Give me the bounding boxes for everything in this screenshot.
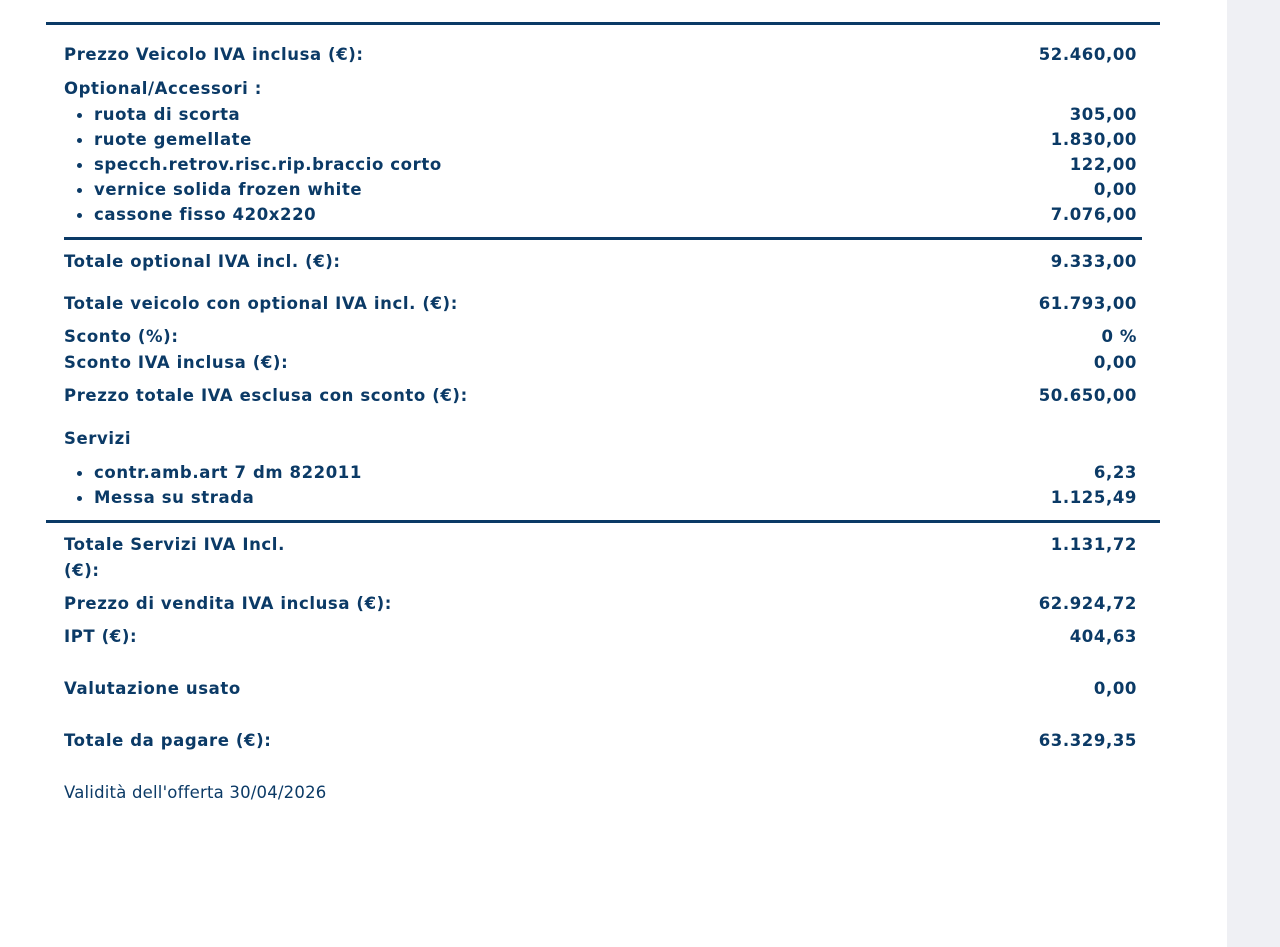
price-summary-document xyxy=(46,0,1160,947)
prezzo-esclusa-value: 50.650,00 xyxy=(1038,386,1137,405)
bullet-icon xyxy=(77,213,82,218)
sconto-iva-value: 0,00 xyxy=(1093,353,1137,372)
bullet-icon xyxy=(77,188,82,193)
right-panel-background xyxy=(1227,0,1280,947)
valutazione-usato-value: 0,00 xyxy=(1093,679,1137,698)
prezzo-vendita-value: 62.924,72 xyxy=(1038,594,1137,613)
optional-item-value: 0,00 xyxy=(1093,180,1137,199)
top-divider xyxy=(46,22,1160,25)
optional-divider xyxy=(64,237,1142,240)
bullet-icon xyxy=(77,163,82,168)
bullet-icon xyxy=(77,471,82,476)
optional-item-value: 122,00 xyxy=(1069,155,1137,174)
optional-item-value: 7.076,00 xyxy=(1050,205,1137,224)
servizi-item-value: 6,23 xyxy=(1093,463,1137,482)
prezzo-vendita-label: Prezzo di vendita IVA inclusa (€): xyxy=(64,594,392,613)
bullet-icon xyxy=(77,138,82,143)
servizi-heading: Servizi xyxy=(64,429,132,448)
ipt-label: IPT (€): xyxy=(64,627,138,646)
totale-servizi-label-line2: (€): xyxy=(64,561,100,580)
optional-heading: Optional/Accessori : xyxy=(64,79,262,98)
optional-item-label: specch.retrov.risc.rip.braccio corto xyxy=(94,155,442,174)
servizi-item-value: 1.125,49 xyxy=(1050,488,1137,507)
totale-pagare-label: Totale da pagare (€): xyxy=(64,731,272,750)
optional-item-label: cassone fisso 420x220 xyxy=(94,205,317,224)
valutazione-usato-label: Valutazione usato xyxy=(64,679,241,698)
optional-item-label: vernice solida frozen white xyxy=(94,180,363,199)
ipt-value: 404,63 xyxy=(1069,627,1137,646)
prezzo-veicolo-label: Prezzo Veicolo IVA inclusa (€): xyxy=(64,45,364,64)
totale-servizi-label: Totale Servizi IVA Incl. xyxy=(64,535,285,554)
totale-servizi-value: 1.131,72 xyxy=(1050,535,1137,554)
servizi-divider xyxy=(46,520,1160,523)
totale-optional-value: 9.333,00 xyxy=(1050,252,1137,271)
optional-item-label: ruota di scorta xyxy=(94,105,241,124)
servizi-item-label: Messa su strada xyxy=(94,488,255,507)
bullet-icon xyxy=(77,496,82,501)
offer-validity: Validità dell'offerta 30/04/2026 xyxy=(64,783,327,802)
totale-optional-label: Totale optional IVA incl. (€): xyxy=(64,252,341,271)
prezzo-esclusa-label: Prezzo totale IVA esclusa con sconto (€): xyxy=(64,386,468,405)
optional-item-value: 305,00 xyxy=(1069,105,1137,124)
bullet-icon xyxy=(77,113,82,118)
totale-pagare-value: 63.329,35 xyxy=(1038,731,1137,750)
totale-veicolo-value: 61.793,00 xyxy=(1038,294,1137,313)
prezzo-veicolo-value: 52.460,00 xyxy=(1038,45,1137,64)
optional-item-value: 1.830,00 xyxy=(1050,130,1137,149)
sconto-pct-value: 0 % xyxy=(1101,327,1137,346)
servizi-item-label: contr.amb.art 7 dm 822011 xyxy=(94,463,362,482)
sconto-pct-label: Sconto (%): xyxy=(64,327,179,346)
totale-veicolo-label: Totale veicolo con optional IVA incl. (€): xyxy=(64,294,458,313)
sconto-iva-label: Sconto IVA inclusa (€): xyxy=(64,353,289,372)
optional-item-label: ruote gemellate xyxy=(94,130,252,149)
